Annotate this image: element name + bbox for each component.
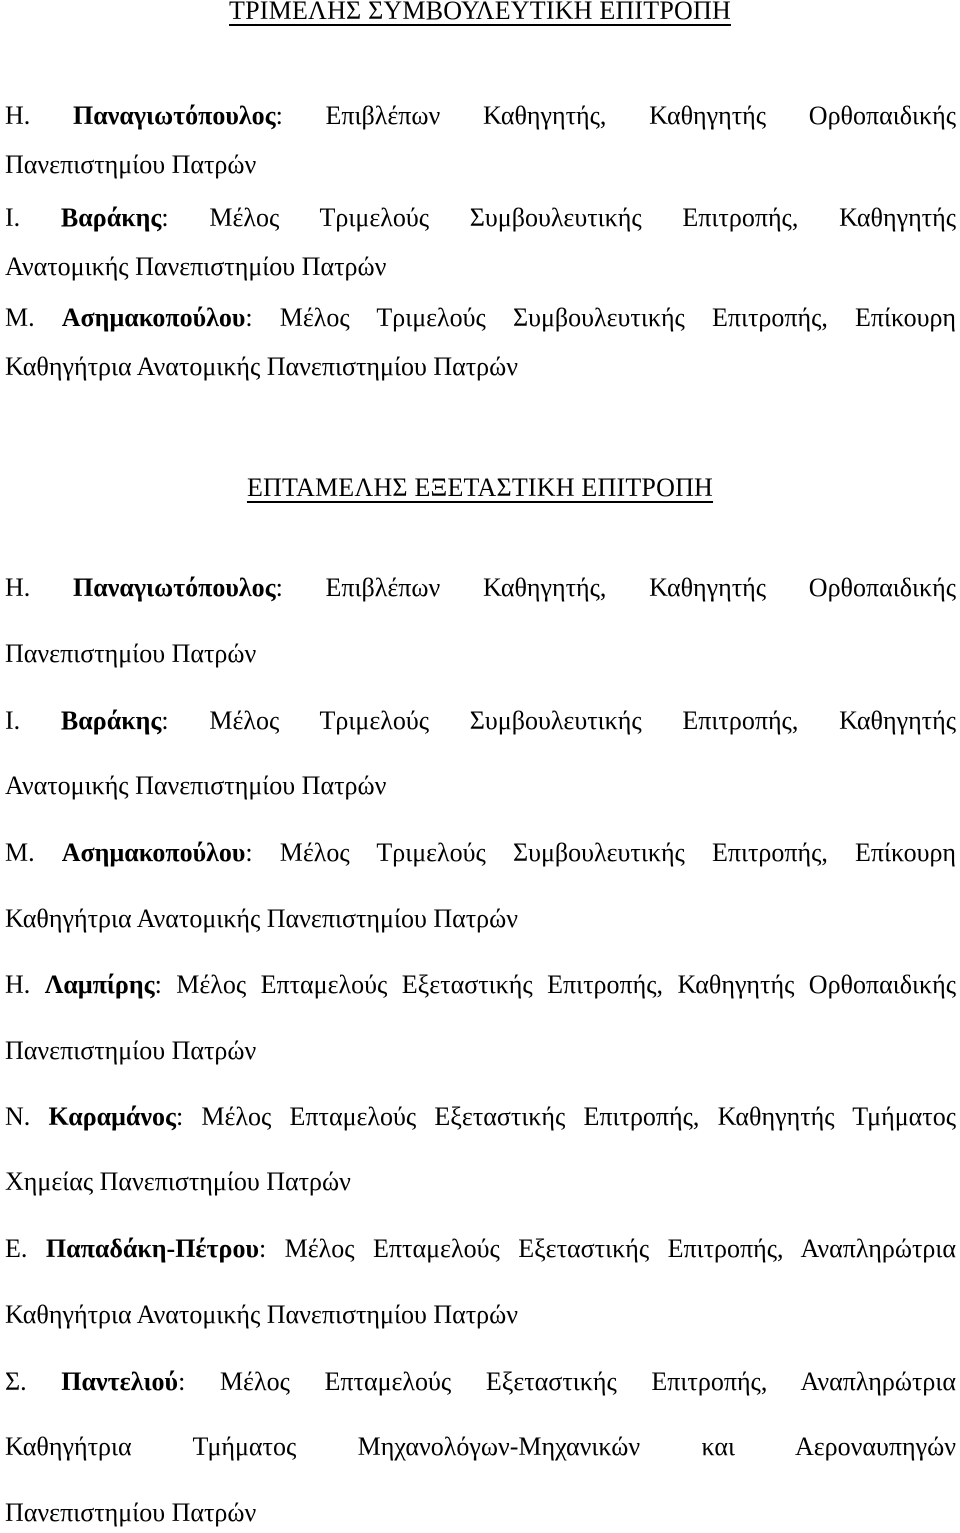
member-name: Παπαδάκη-Πέτρου [45,1234,259,1263]
member-role: : Επιβλέπων Καθηγητής, Καθηγητής Ορθοπαιδικής [275,101,956,130]
member-entry-continuation: Καθηγήτρια Ανατομικής Πανεπιστημίου Πατρών [5,904,519,933]
member-initial: Σ. [5,1367,27,1396]
member-role: : Μέλος Τριμελούς Συμβουλευτικής Επιτροπής, Επίκουρη [245,838,957,867]
member-entry-line [5,101,956,131]
member-entry-line [5,1367,956,1397]
section-heading-examination: ΕΠΤΑΜΕΛΗΣ ΕΞΕΤΑΣΤΙΚΗ ΕΠΙΤΡΟΠΗ [246,473,714,502]
member-entry-line [5,706,956,736]
member-initial: Η. [5,101,31,130]
member-initial: Η. [5,970,31,999]
member-role: : Μέλος Επταμελούς Εξεταστικής Επιτροπής, Καθηγητής Ορθοπαιδικής [154,970,956,999]
member-name: Ασημακοπούλου [61,303,246,332]
member-initial: Μ. [5,303,35,332]
member-entry-continuation: Πανεπιστημίου Πατρών [5,639,257,668]
member-entry-continuation: Καθηγήτρια Τμήματος Μηχανολόγων-Μηχανικών και Αεροναυπηγών [5,1432,956,1461]
member-initial: Ι. [5,706,21,735]
member-entry-line [5,303,956,333]
member-entry-line [5,970,956,1000]
member-entry-line [5,1102,956,1132]
member-entry-continuation: Καθηγήτρια Ανατομικής Πανεπιστημίου Πατρών [5,352,519,381]
member-entry-continuation: Χημείας Πανεπιστημίου Πατρών [5,1167,351,1196]
member-role: : Μέλος Τριμελούς Συμβουλευτικής Επιτροπής, Καθηγητής [161,203,957,232]
member-name: Ασημακοπούλου [61,838,246,867]
member-name: Καραμάνος [48,1102,176,1131]
section-heading-advisory: ΤΡΙΜΕΛΗΣ ΣΥΜΒΟΥΛΕΥΤΙΚΗ ΕΠΙΤΡΟΠΗ [229,0,731,25]
member-entry-continuation: Πανεπιστημίου Πατρών [5,1036,257,1065]
member-entry-continuation: Ανατομικής Πανεπιστημίου Πατρών [5,252,387,281]
member-name: Παναγιωτόπουλος [73,573,276,602]
member-entry-line [5,573,956,603]
member-name: Παναγιωτόπουλος [73,101,276,130]
member-role: : Μέλος Επταμελούς Εξεταστικής Επιτροπής, Αναπληρώτρια [178,1367,956,1396]
member-entry-continuation: Ανατομικής Πανεπιστημίου Πατρών [5,771,387,800]
member-name: Βαράκης [60,203,162,232]
member-initial: Ε. [5,1234,28,1263]
member-role: : Μέλος Επταμελούς Εξεταστικής Επιτροπής, Καθηγητής Τμήματος [175,1102,957,1131]
member-role: : Μέλος Τριμελούς Συμβουλευτικής Επιτροπής, Καθηγητής [161,706,957,735]
member-entry-line [5,1234,956,1264]
member-initial: Μ. [5,838,35,867]
member-initial: Ι. [5,203,21,232]
member-entry-continuation: Πανεπιστημίου Πατρών [5,150,257,179]
member-initial: Ν. [5,1102,31,1131]
member-role: : Επιβλέπων Καθηγητής, Καθηγητής Ορθοπαιδικής [275,573,956,602]
member-role: : Μέλος Τριμελούς Συμβουλευτικής Επιτροπής, Επίκουρη [245,303,957,332]
member-role: : Μέλος Επταμελούς Εξεταστικής Επιτροπής, Αναπληρώτρια [258,1234,956,1263]
member-entry-continuation: Πανεπιστημίου Πατρών [5,1498,257,1527]
member-name: Παντελιού [61,1367,179,1396]
member-entry-line [5,203,956,233]
member-entry-continuation: Καθηγήτρια Ανατομικής Πανεπιστημίου Πατρών [5,1300,519,1329]
member-name: Λαμπίρης [44,970,155,999]
member-initial: Η. [5,573,31,602]
member-name: Βαράκης [60,706,162,735]
member-entry-line [5,838,956,868]
